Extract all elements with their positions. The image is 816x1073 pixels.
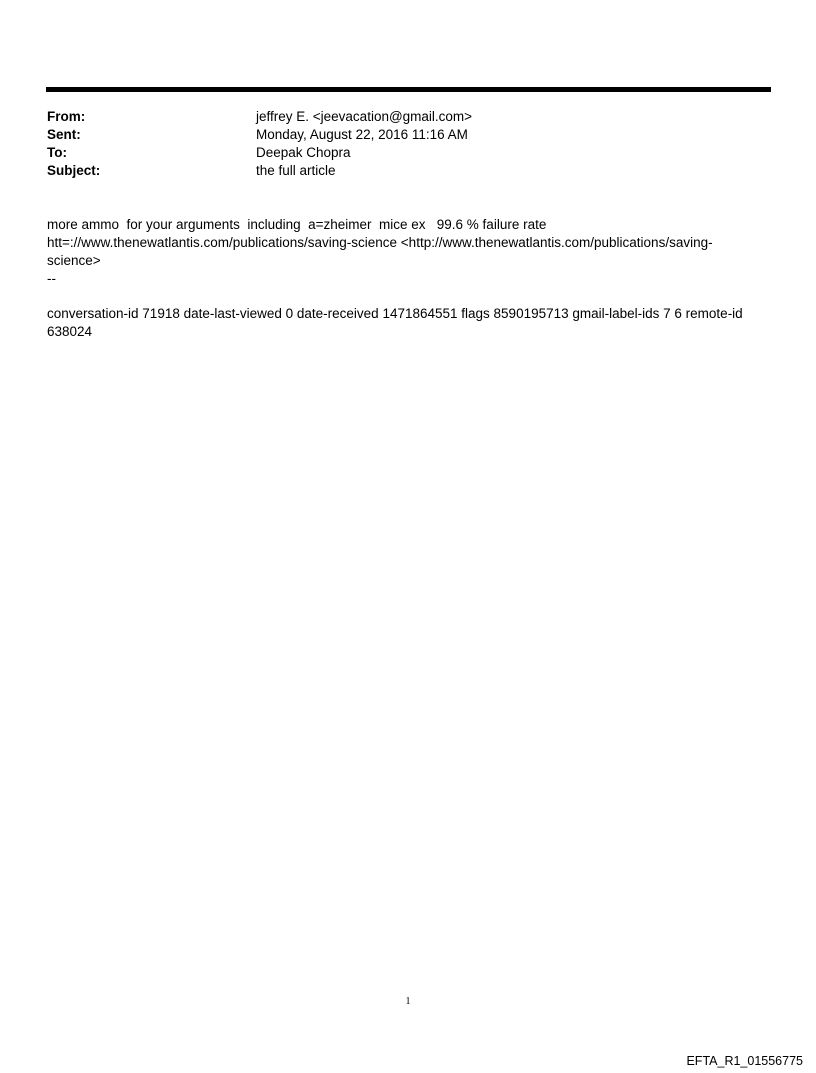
header-divider bbox=[46, 87, 771, 92]
subject-value: the full article bbox=[256, 163, 336, 178]
email-metadata bbox=[47, 305, 772, 341]
sent-value: Monday, August 22, 2016 11:16 AM bbox=[256, 127, 468, 142]
to-value: Deepak Chopra bbox=[256, 145, 351, 160]
sent-label: Sent: bbox=[47, 127, 81, 142]
sent-row bbox=[47, 126, 472, 144]
from-row bbox=[47, 108, 472, 126]
email-header bbox=[47, 108, 472, 180]
page-number: 1 bbox=[405, 996, 411, 1007]
body-line: -- bbox=[47, 271, 56, 286]
email-body bbox=[47, 216, 772, 288]
body-line: htt=://www.thenewatlantis.com/publications/saving-science <http://www.thenewatlantis.com/publications/saving- bbox=[47, 235, 713, 250]
subject-label: Subject: bbox=[47, 163, 101, 178]
subject-row bbox=[47, 162, 472, 180]
from-value: jeffrey E. <jeevacation@gmail.com> bbox=[256, 109, 473, 124]
body-line: science> bbox=[47, 253, 101, 268]
bates-number: EFTA_R1_01556775 bbox=[686, 1054, 803, 1068]
metadata-line: conversation-id 71918 date-last-viewed 0 date-received 1471864551 flags 8590195713 gmail-label-ids 7 6 remote-id bbox=[47, 306, 743, 321]
to-label: To: bbox=[47, 145, 67, 160]
from-label: From: bbox=[47, 109, 86, 124]
metadata-line: 638024 bbox=[47, 324, 93, 339]
body-line: more ammo for your arguments including a=zheimer mice ex 99.6 % failure rate bbox=[47, 217, 547, 232]
to-row bbox=[47, 144, 472, 162]
